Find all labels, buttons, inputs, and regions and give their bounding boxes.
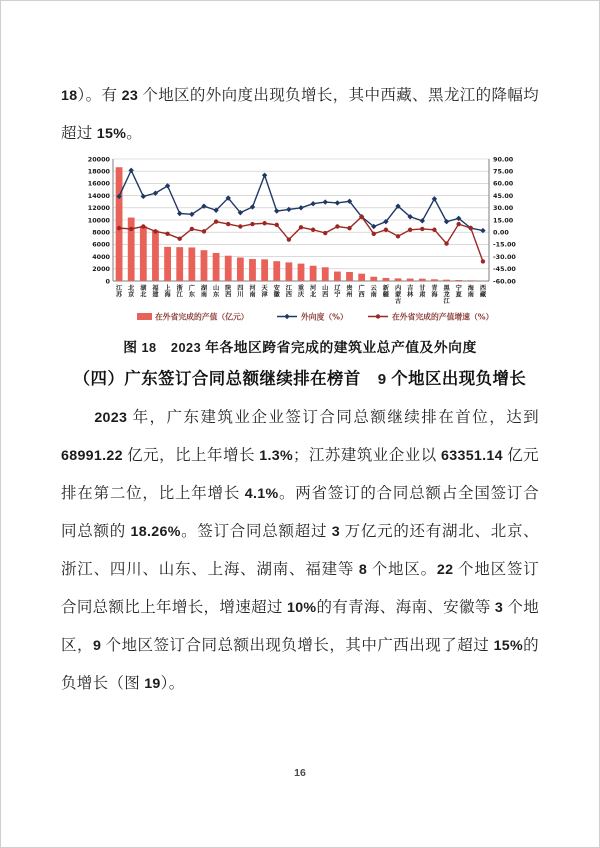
bar-12: [261, 259, 268, 281]
svg-text:广东: 广东: [188, 285, 195, 299]
svg-text:贵州: 贵州: [346, 285, 353, 299]
bar-2: [140, 226, 147, 281]
svg-text:0.00: 0.00: [493, 228, 509, 237]
bar-11: [249, 259, 256, 281]
svg-text:北京: 北京: [128, 285, 135, 299]
bars-output-value: [116, 167, 487, 281]
bar-0: [116, 167, 123, 281]
svg-text:90.00: 90.00: [493, 155, 514, 164]
svg-text:重庆: 重庆: [297, 285, 305, 299]
svg-text:吉林: 吉林: [407, 285, 414, 299]
svg-text:江苏: 江苏: [115, 285, 123, 299]
svg-text:福建: 福建: [152, 285, 159, 299]
bar-17: [322, 267, 329, 281]
svg-text:30.00: 30.00: [493, 204, 514, 213]
svg-text:天津: 天津: [261, 285, 268, 299]
svg-text:-45.00: -45.00: [493, 265, 516, 274]
bar-25: [419, 279, 426, 281]
svg-text:16000: 16000: [87, 179, 110, 188]
page-content: [1, 77, 599, 703]
svg-text:河北: 河北: [310, 285, 317, 299]
svg-text:60.00: 60.00: [493, 179, 514, 188]
bar-18: [334, 272, 341, 281]
bar-6: [188, 247, 195, 281]
svg-text:内蒙古: 内蒙古: [394, 285, 402, 305]
svg-text:山西: 山西: [322, 285, 329, 299]
svg-text:8000: 8000: [92, 228, 110, 237]
svg-text:甘肃: 甘肃: [419, 285, 426, 299]
svg-text:20000: 20000: [87, 155, 110, 164]
svg-text:湖南: 湖南: [200, 285, 208, 299]
bar-26: [431, 279, 438, 281]
svg-text:18000: 18000: [87, 167, 110, 176]
outward-degree-line: [116, 168, 485, 234]
svg-text:西藏: 西藏: [479, 285, 487, 299]
bar-29: [467, 280, 474, 281]
legend-label-output: 在外省完成的产值（亿元）: [155, 312, 249, 322]
svg-text:宁夏: 宁夏: [455, 285, 462, 299]
right-axis-ticks: [493, 155, 516, 285]
bar-20: [358, 274, 365, 281]
x-axis-labels: [115, 284, 487, 305]
legend-label-outward-degree: 外向度（%）: [301, 312, 348, 322]
svg-text:陕西: 陕西: [225, 285, 232, 299]
svg-text:辽宁: 辽宁: [334, 285, 341, 299]
legend-swatch-bar: [137, 313, 152, 320]
bar-21: [370, 277, 377, 281]
svg-text:15.00: 15.00: [493, 216, 514, 225]
bar-3: [152, 230, 159, 281]
left-axis-ticks: [88, 155, 111, 285]
bar-23: [395, 278, 402, 281]
svg-text:海南: 海南: [467, 285, 474, 299]
bar-15: [298, 264, 305, 281]
bar-7: [201, 250, 208, 281]
svg-text:6000: 6000: [92, 240, 110, 249]
svg-text:45.00: 45.00: [493, 191, 514, 200]
svg-text:四川: 四川: [237, 285, 244, 299]
svg-text:-60.00: -60.00: [493, 277, 516, 286]
svg-text:12000: 12000: [87, 204, 110, 213]
svg-text:云南: 云南: [370, 285, 377, 299]
bar-16: [310, 266, 317, 281]
svg-text:安徽: 安徽: [273, 285, 280, 299]
svg-text:江西: 江西: [285, 285, 292, 299]
bar-27: [443, 280, 450, 281]
bar-28: [455, 280, 462, 281]
bar-line-combo-chart: [75, 153, 527, 329]
figure-18-chart: [75, 153, 527, 334]
bar-4: [164, 247, 171, 281]
bar-19: [346, 272, 353, 281]
figure-caption: 图 18 2023 年各地区跨省完成的建筑业总产值及外向度: [123, 340, 477, 355]
svg-text:河南: 河南: [249, 285, 256, 299]
svg-text:浙江: 浙江: [176, 285, 183, 299]
bar-5: [176, 247, 183, 281]
bar-8: [213, 253, 220, 281]
bar-24: [407, 279, 414, 281]
section-heading: （四）广东签订合同总额继续排在榜首 9 个地区出现负增长: [73, 369, 527, 388]
svg-text:湖北: 湖北: [140, 285, 147, 299]
svg-text:新疆: 新疆: [382, 285, 389, 299]
svg-text:75.00: 75.00: [493, 167, 514, 176]
legend-marker-circle: [376, 314, 380, 318]
bar-22: [383, 278, 390, 281]
svg-text:广西: 广西: [358, 285, 365, 299]
bar-13: [273, 261, 280, 281]
chart-legend: [137, 312, 493, 322]
svg-text:青海: 青海: [431, 285, 438, 299]
svg-text:10000: 10000: [87, 216, 110, 225]
svg-text:4000: 4000: [92, 252, 110, 261]
svg-text:黑龙江: 黑龙江: [443, 285, 450, 305]
intro-paragraph: 18）。有 23 个地区的外向度出现负增长，其中西藏、黑龙江的降幅均超过 15%。: [61, 87, 539, 142]
svg-text:14000: 14000: [87, 191, 110, 200]
svg-text:上海: 上海: [164, 285, 171, 299]
legend-label-growth-rate: 在外省完成的产值增速（%）: [392, 312, 494, 322]
bar-14: [285, 262, 292, 281]
legend-marker-diamond: [284, 314, 289, 319]
svg-text:2000: 2000: [92, 265, 110, 274]
page-number: 16: [294, 767, 306, 779]
svg-text:-30.00: -30.00: [493, 252, 516, 261]
bar-10: [237, 258, 244, 281]
svg-text:-15.00: -15.00: [493, 240, 516, 249]
bar-9: [225, 256, 232, 281]
svg-text:0: 0: [105, 277, 110, 286]
svg-text:山东: 山东: [213, 285, 220, 299]
section-body-paragraph: 2023 年，广东建筑业企业签订合同总额继续排在首位，达到 68991.22 亿元，比上年增长 1.3%；江苏建筑业企业以 63351.14 亿元排在第二位，比上年增长 4.1%。两省签订的合同总额占全国签订合同总额的 18.26%。签订合同总额超过 3 万亿元的还有湖北、北京、浙江、四川、山东、上海、湖南、福建等 8 个地区。22 个地区签订合同总额比上年增长，增速超过 10%的有青海、海南、安徽等 3 个地区，9 个地区签订合同总额出现负增长，其中广西出现了超过 15%的负增长（图 19）。: [61, 409, 539, 692]
